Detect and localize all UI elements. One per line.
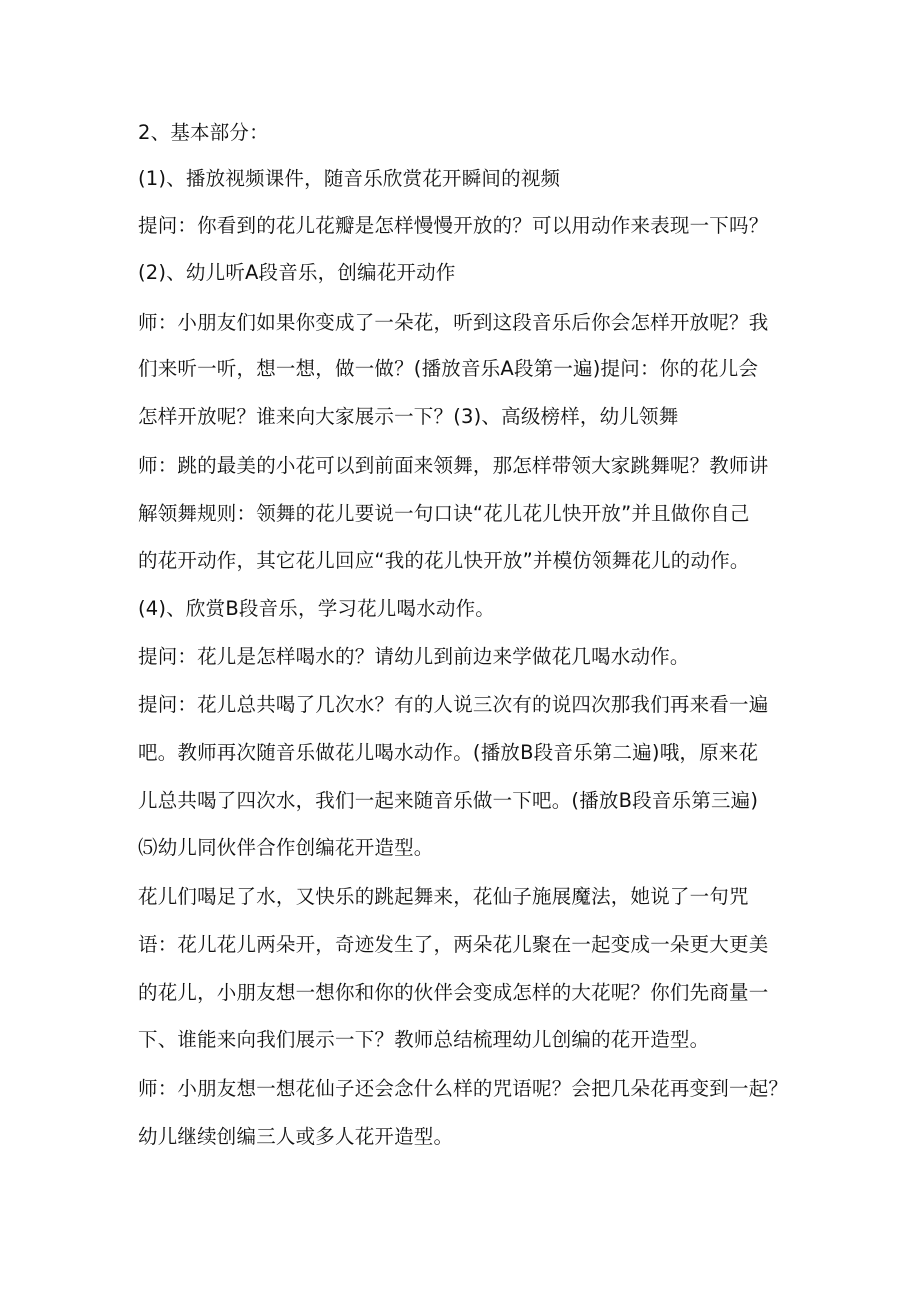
section-heading: 2、基本部分： xyxy=(138,121,269,144)
paragraph-line: 儿总共喝了四次水，我们一起来随音乐做一下吧。(播放B段音乐第三遍) xyxy=(138,789,759,812)
paragraph-line: 提问：花儿总共喝了几次水？有的人说三次有的说四次那我们再来看一遍 xyxy=(138,693,769,716)
paragraph-line: 花儿们喝足了水，又快乐的跳起舞来，花仙子施展魔法，她说了一句咒 xyxy=(138,885,749,908)
paragraph-line: 们来听一听，想一想，做一做？(播放音乐A段第一遍)提问：你的花儿会 xyxy=(138,357,759,380)
paragraph-line: 师：小朋友们如果你变成了一朵花，听到这段音乐后你会怎样开放呢？我 xyxy=(138,311,769,334)
step-5-heading: ⑸幼儿同伙伴合作创编花开造型。 xyxy=(138,836,434,859)
paragraph-line: 幼儿继续创编三人或多人花开造型。 xyxy=(138,1125,454,1148)
paragraph-line: 提问：花儿是怎样喝水的？请幼儿到前边来学做花几喝水动作。 xyxy=(138,645,690,668)
paragraph-line: 提问：你看到的花儿花瓣是怎样慢慢开放的？可以用动作来表现一下吗？ xyxy=(138,214,769,237)
step-4-heading: (4)、欣赏B段音乐，学习花儿喝水动作。 xyxy=(138,597,495,620)
paragraph-line: 吧。教师再次随音乐做花儿喝水动作。(播放B段音乐第二遍)哦，原来花 xyxy=(138,741,759,764)
paragraph-line: 语：花儿花儿两朵开，奇迹发生了，两朵花儿聚在一起变成一朵更大更美 xyxy=(138,933,769,956)
paragraph-line: 解领舞规则：领舞的花儿要说一句口诀“花儿花儿快开放”并且做你自己 xyxy=(138,502,750,525)
paragraph-line: 师：跳的最美的小花可以到前面来领舞，那怎样带领大家跳舞呢？教师讲 xyxy=(138,454,769,477)
paragraph-line: 师：小朋友想一想花仙子还会念什么样的咒语呢？会把几朵花再变到一起？ xyxy=(138,1077,789,1100)
paragraph-line: 的花儿，小朋友想一想你和你的伙伴会变成怎样的大花呢？你们先商量一 xyxy=(138,981,769,1004)
paragraph-line: 下、谁能来向我们展示一下？教师总结梳理幼儿创编的花开造型。 xyxy=(138,1028,710,1051)
paragraph-line: 怎样开放呢？谁来向大家展示一下？(3)、高级榜样，幼儿领舞 xyxy=(138,405,679,428)
paragraph-line: 的花开动作，其它花儿回应“我的花儿快开放”并模仿领舞花儿的动作。 xyxy=(138,549,750,572)
step-2-heading: (2)、幼儿听A段音乐，创编花开动作 xyxy=(138,261,456,284)
step-1-heading: (1)、播放视频课件，随音乐欣赏花开瞬间的视频 xyxy=(138,167,561,190)
